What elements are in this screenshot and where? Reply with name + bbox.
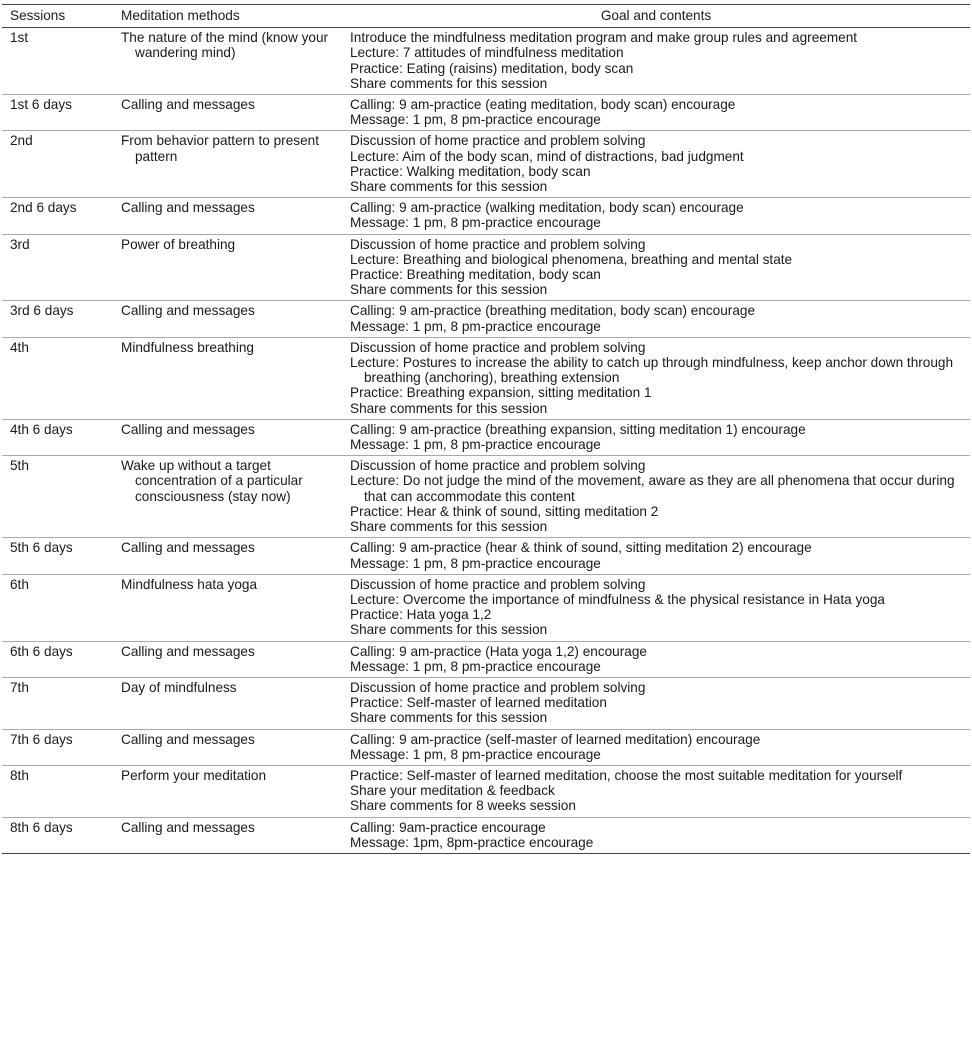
goal-line: Calling: 9 am-practice (hear & think of sound, sitting meditation 2) encourage <box>350 540 812 556</box>
meditation-program-table <box>2 4 970 854</box>
goal-cell <box>338 131 970 198</box>
goal-line: Message: 1 pm, 8 pm-practice encourage <box>350 658 601 674</box>
goal-line: Calling: 9 am-practice (walking meditation, body scan) encourage <box>350 200 744 216</box>
goal-line: Lecture: Overcome the importance of mindfulness & the physical resistance in Hata yoga <box>350 591 885 607</box>
method-cell <box>109 234 338 301</box>
table-row <box>2 234 970 301</box>
goal-line: Practice: Walking meditation, body scan <box>350 163 591 179</box>
session-cell: 1st <box>2 28 109 95</box>
table-row <box>2 538 970 574</box>
goal-cell <box>338 337 970 419</box>
goal-line: Share comments for this session <box>350 519 548 535</box>
header-goal-and-contents: Goal and contents <box>338 5 970 28</box>
goal-cell <box>338 677 970 729</box>
method-text: The nature of the mind (know your wandering mind) <box>121 30 329 61</box>
method-cell <box>109 95 338 131</box>
session-cell: 4th 6 days <box>2 419 109 455</box>
table-row <box>2 729 970 765</box>
goal-line: Message: 1pm, 8pm-practice encourage <box>350 834 594 850</box>
session-cell: 8th <box>2 765 109 817</box>
table-row <box>2 95 970 131</box>
goal-cell <box>338 456 970 538</box>
goal-line: Message: 1 pm, 8 pm-practice encourage <box>350 437 601 453</box>
session-cell: 5th 6 days <box>2 538 109 574</box>
method-text: Calling and messages <box>121 540 255 556</box>
method-cell <box>109 765 338 817</box>
session-cell: 6th 6 days <box>2 641 109 677</box>
goal-line: Discussion of home practice and problem solving <box>350 576 646 592</box>
goal-line: Calling: 9 am-practice (Hata yoga 1,2) encourage <box>350 643 647 659</box>
method-cell <box>109 641 338 677</box>
goal-line: Lecture: Breathing and biological phenomena, breathing and mental state <box>350 251 793 267</box>
table-row <box>2 301 970 337</box>
method-cell <box>109 28 338 95</box>
method-text: From behavior pattern to present pattern <box>121 133 319 164</box>
goal-line: Share comments for this session <box>350 710 548 726</box>
goal-line: Share your meditation & feedback <box>350 783 555 799</box>
goal-line: Introduce the mindfulness meditation program and make group rules and agreement <box>350 30 858 46</box>
method-text: Power of breathing <box>121 236 236 252</box>
goal-line: Practice: Breathing meditation, body scan <box>350 267 601 283</box>
goal-line: Discussion of home practice and problem solving <box>350 133 646 149</box>
table-row <box>2 765 970 817</box>
table-row <box>2 574 970 641</box>
goal-line: Calling: 9 am-practice (self-master of learned meditation) encourage <box>350 731 761 747</box>
goal-line: Message: 1 pm, 8 pm-practice encourage <box>350 112 601 128</box>
table-row <box>2 28 970 95</box>
session-cell: 2nd 6 days <box>2 198 109 234</box>
table-row <box>2 456 970 538</box>
method-cell <box>109 337 338 419</box>
goal-line: Share comments for this session <box>350 179 548 195</box>
goal-line: Share comments for this session <box>350 282 548 298</box>
goal-line: Lecture: 7 attitudes of mindfulness meditation <box>350 45 624 61</box>
method-cell <box>109 131 338 198</box>
goal-line: Discussion of home practice and problem solving <box>350 339 646 355</box>
goal-line: Calling: 9 am-practice (breathing expansion, sitting meditation 1) encourage <box>350 421 806 437</box>
session-cell: 3rd <box>2 234 109 301</box>
goal-line: Message: 1 pm, 8 pm-practice encourage <box>350 215 601 231</box>
goal-line: Calling: 9 am-practice (breathing meditation, body scan) encourage <box>350 303 756 319</box>
goal-cell <box>338 234 970 301</box>
goal-line: Discussion of home practice and problem solving <box>350 679 646 695</box>
goal-line: Practice: Eating (raisins) meditation, body scan <box>350 60 634 76</box>
goal-line: Discussion of home practice and problem solving <box>350 236 646 252</box>
goal-line: Lecture: Aim of the body scan, mind of distractions, bad judgment <box>350 148 744 164</box>
session-cell: 7th <box>2 677 109 729</box>
goal-line: Lecture: Do not judge the mind of the movement, aware as they are all phenomena that occur during that can accommodate this content <box>350 473 955 504</box>
session-cell: 4th <box>2 337 109 419</box>
table-row <box>2 131 970 198</box>
session-cell: 3rd 6 days <box>2 301 109 337</box>
session-cell: 7th 6 days <box>2 729 109 765</box>
table-row <box>2 641 970 677</box>
method-cell <box>109 419 338 455</box>
session-cell: 8th 6 days <box>2 817 109 853</box>
table-row <box>2 198 970 234</box>
goal-line: Discussion of home practice and problem solving <box>350 458 646 474</box>
session-cell: 6th <box>2 574 109 641</box>
goal-line: Practice: Hata yoga 1,2 <box>350 607 492 623</box>
method-text: Day of mindfulness <box>121 679 237 695</box>
goal-cell <box>338 28 970 95</box>
method-text: Wake up without a target concentration of a particular consciousness (stay now) <box>121 458 303 504</box>
goal-line: Lecture: Postures to increase the ability to catch up through mindfulness, keep anchor down through breathing (anchoring), breathing extension <box>350 355 954 386</box>
goal-cell <box>338 419 970 455</box>
method-cell <box>109 574 338 641</box>
header-sessions: Sessions <box>2 5 109 28</box>
goal-line: Practice: Self-master of learned meditation, choose the most suitable meditation for yourself <box>350 767 903 783</box>
method-text: Calling and messages <box>121 819 255 835</box>
method-cell <box>109 677 338 729</box>
method-text: Mindfulness breathing <box>121 339 254 355</box>
method-text: Mindfulness hata yoga <box>121 576 258 592</box>
session-cell: 2nd <box>2 131 109 198</box>
goal-line: Practice: Breathing expansion, sitting meditation 1 <box>350 385 652 401</box>
method-text: Calling and messages <box>121 421 255 437</box>
table-header <box>2 5 970 28</box>
table-body <box>2 28 970 854</box>
goal-line: Share comments for 8 weeks session <box>350 798 576 814</box>
goal-line: Practice: Self-master of learned meditation <box>350 695 607 711</box>
goal-line: Message: 1 pm, 8 pm-practice encourage <box>350 746 601 762</box>
method-text: Calling and messages <box>121 200 255 216</box>
header-meditation-methods: Meditation methods <box>109 5 338 28</box>
goal-line: Share comments for this session <box>350 622 548 638</box>
goal-line: Message: 1 pm, 8 pm-practice encourage <box>350 555 601 571</box>
goal-cell <box>338 574 970 641</box>
goal-line: Share comments for this session <box>350 75 548 91</box>
goal-cell <box>338 95 970 131</box>
header-row <box>2 5 970 28</box>
method-cell <box>109 729 338 765</box>
method-cell <box>109 817 338 853</box>
goal-cell <box>338 538 970 574</box>
goal-cell <box>338 765 970 817</box>
goal-cell <box>338 198 970 234</box>
table-row <box>2 677 970 729</box>
goal-cell <box>338 641 970 677</box>
method-text: Calling and messages <box>121 303 255 319</box>
method-text: Calling and messages <box>121 97 255 113</box>
goal-cell <box>338 729 970 765</box>
table-row <box>2 337 970 419</box>
table-row <box>2 817 970 853</box>
table-row <box>2 419 970 455</box>
method-text: Calling and messages <box>121 731 255 747</box>
goal-line: Calling: 9am-practice encourage <box>350 819 546 835</box>
goal-cell <box>338 817 970 853</box>
method-cell <box>109 198 338 234</box>
goal-line: Calling: 9 am-practice (eating meditation, body scan) encourage <box>350 97 736 113</box>
goal-cell <box>338 301 970 337</box>
goal-line: Practice: Hear & think of sound, sitting meditation 2 <box>350 503 659 519</box>
goal-line: Message: 1 pm, 8 pm-practice encourage <box>350 318 601 334</box>
session-cell: 5th <box>2 456 109 538</box>
method-cell <box>109 456 338 538</box>
method-cell <box>109 301 338 337</box>
goal-line: Share comments for this session <box>350 400 548 416</box>
method-text: Calling and messages <box>121 643 255 659</box>
method-text: Perform your meditation <box>121 767 267 783</box>
session-cell: 1st 6 days <box>2 95 109 131</box>
method-cell <box>109 538 338 574</box>
